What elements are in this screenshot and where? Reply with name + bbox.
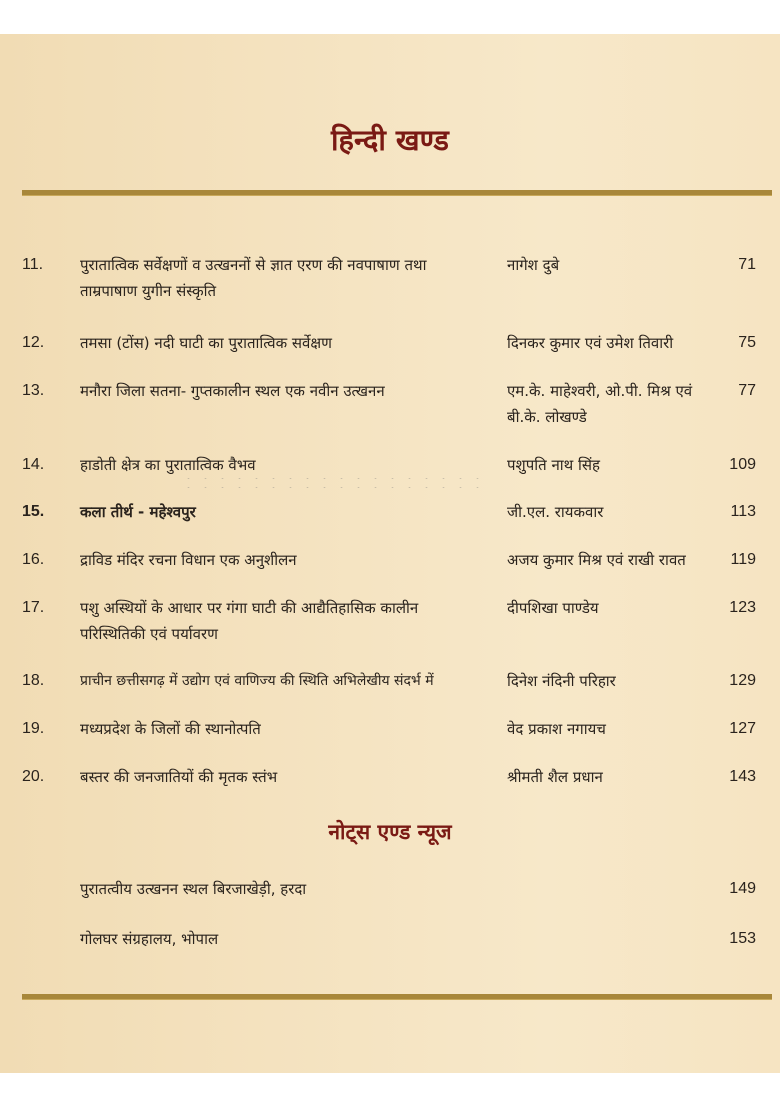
note-title: गोलघर संग्रहालय, भोपाल [80,930,219,948]
entry-number: 17. [22,599,45,616]
entry-page: 77 [738,382,756,399]
entry-number: 13. [22,382,45,399]
entry-page: 123 [729,599,756,616]
entry-number: 19. [22,720,45,737]
notes-title: नोट्स एण्ड न्यूज [328,820,452,844]
section-title: हिन्दी खण्ड [331,123,449,157]
entry-title: हाडोती क्षेत्र का पुरातात्विक वैभव [80,456,256,474]
entry-page: 119 [730,551,756,568]
entry-page: 143 [729,768,756,785]
entry-page: 127 [729,720,756,737]
entry-page: 75 [738,334,756,351]
scanned-page [0,34,780,1073]
entry-author: दिनकर कुमार एवं उमेश तिवारी [507,334,674,352]
entry-title: मध्यप्रदेश के जिलों की स्थानोत्पति [80,720,261,738]
entry-author: वेद प्रकाश नगायच [507,720,606,738]
entry-title: द्राविड मंदिर रचना विधान एक अनुशीलन [80,551,297,569]
entry-author: अजय कुमार मिश्र एवं राखी रावत [507,551,686,569]
entry-title: प्राचीन छत्तीसगढ़ में उद्योग एवं वाणिज्य की स्थिति अभिलेखीय संदर्भ में [80,673,434,689]
note-page: 149 [729,880,756,897]
entry-number: 15. [22,503,45,520]
entry-number: 14. [22,456,45,473]
entry-number: 12. [22,334,45,351]
entry-author: एम.के. माहेश्वरी, ओ.पी. मिश्र एवं बी.के. लोखण्डे [507,382,693,426]
entry-author: श्रीमती शैल प्रधान [507,768,603,786]
entry-number: 11. [22,256,44,273]
bottom-divider [22,994,772,999]
entry-number: 16. [22,551,45,568]
entry-page: 71 [738,256,756,273]
entry-page: 109 [729,456,756,473]
entry-title: बस्तर की जनजातियों की मृतक स्तंभ [80,768,278,786]
entry-title: पुरातात्विक सर्वेक्षणों व उत्खननों से ज्ञात एरण की नवपाषाण तथा ताम्रपाषाण युगीन संस्कृति [80,256,427,300]
entry-number: 20. [22,768,45,785]
top-divider [22,190,772,195]
entry-author: दिनेश नंदिनी परिहार [507,672,616,690]
entry-page: 129 [729,672,756,689]
entry-title: कला तीर्थ - महेश्वपुर [80,503,196,521]
print-speckle [180,474,480,494]
entry-author: नागेश दुबे [507,256,560,274]
entry-title: तमसा (टोंस) नदी घाटी का पुरातात्विक सर्वेक्षण [80,334,332,352]
note-title: पुरातत्वीय उत्खनन स्थल बिरजाखेड़ी, हरदा [80,880,307,898]
entry-title: मनौरा जिला सतना- गुप्तकालीन स्थल एक नवीन उत्खनन [80,382,385,400]
note-page: 153 [729,930,756,947]
entry-author: दीपशिखा पाण्डेय [507,599,599,617]
entry-author: जी.एल. रायकवार [507,503,604,521]
entry-title: पशु अस्थियों के आधार पर गंगा घाटी की आद्यैतिहासिक कालीन परिस्थितिकी एवं पर्यावरण [80,599,419,643]
entry-author: पशुपति नाथ सिंह [507,456,600,474]
entry-page: 113 [730,503,756,520]
entry-number: 18. [22,672,45,689]
